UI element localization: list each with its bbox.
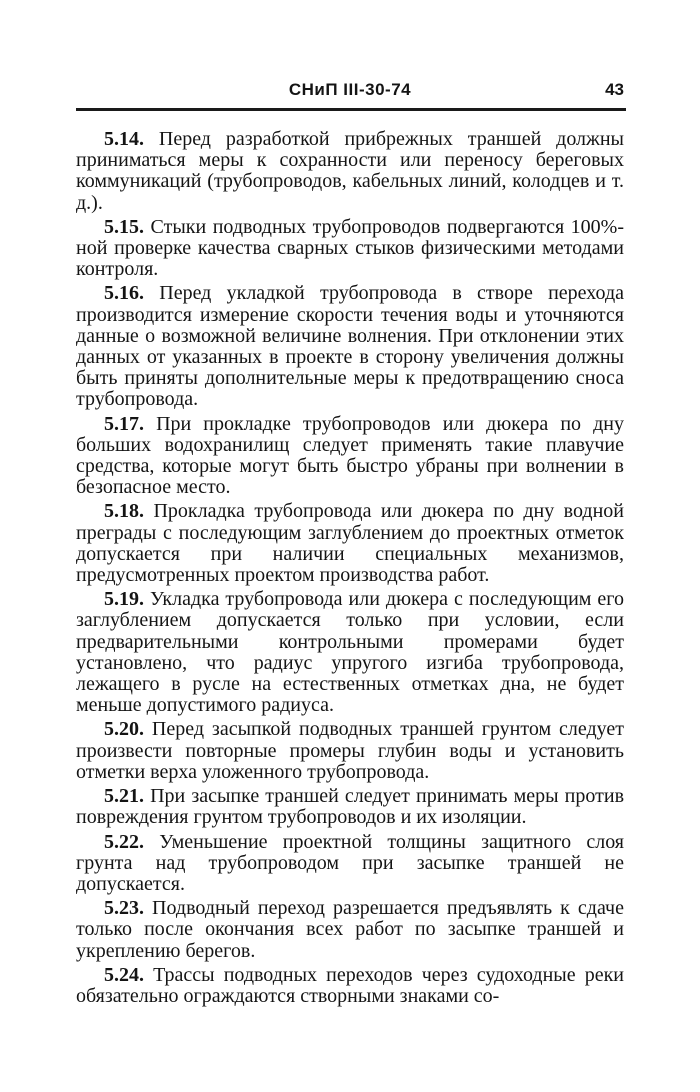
paragraph-5-19 bbox=[76, 589, 624, 716]
paragraph-number: 5.24. bbox=[104, 963, 144, 986]
paragraph-5-20 bbox=[76, 719, 624, 783]
paragraph-5-21 bbox=[76, 786, 624, 828]
paragraph-number: 5.15. bbox=[104, 215, 144, 238]
paragraph-text: Стыки подводных трубопроводов подвергаются 100%-ной проверке качества сварных стыков физическими методами контроля. bbox=[76, 215, 624, 281]
paragraph-text: Трассы подводных переходов через судоходные реки обязательно ограждаются створными знаками со- bbox=[76, 963, 624, 1007]
paragraph-text: Перед укладкой трубопровода в створе перехода производится измерение скорости течения воды и уточняются данные о возможной величине волнения. При отклонении этих данных от указанных в проекте в сторону увеличения должны быть приняты дополнительные меры к предотвращению сноса трубопровода. bbox=[76, 282, 624, 411]
paragraph-5-18 bbox=[76, 501, 624, 586]
paragraph-number: 5.14. bbox=[104, 128, 144, 150]
paragraph-number: 5.22. bbox=[104, 830, 144, 853]
paragraph-5-22 bbox=[76, 832, 624, 896]
paragraph-text: Укладка трубопровода или дюкера с последующим его заглублением допускается только при условии, если предварительными контрольными промерами будет установлено, что радиус упругого изгиба трубопровода, лежащего в русле на естественных отметках дна, не будет меньше допустимого радиуса. bbox=[76, 588, 625, 717]
paragraph-text: Уменьшение проектной толщины защитного слоя грунта над трубопроводом при засыпке траншей не допускается. bbox=[76, 830, 625, 895]
paragraph-text: Перед засыпкой подводных траншей грунтом следует произвести повторные промеры глубин воды и установить отметки верха уложенного трубопровода. bbox=[76, 718, 624, 783]
paragraph-5-15 bbox=[76, 217, 624, 281]
paragraph-5-14 bbox=[76, 129, 624, 214]
paragraph-5-24 bbox=[76, 965, 624, 1007]
paragraph-text: При прокладке трубопроводов или дюкера по дну больших водохранилищ следует применять такие плавучие средства, которые могут быть быстро убраны при волнении в безопасное место. bbox=[76, 412, 624, 499]
page-header bbox=[76, 80, 624, 104]
paragraph-number: 5.18. bbox=[104, 500, 144, 523]
paragraph-5-23 bbox=[76, 898, 624, 962]
paragraph-text: При засыпке траншей следует принимать меры против повреждения грунтом трубопроводов и их изоляции. bbox=[76, 785, 625, 829]
page-number: 43 bbox=[605, 80, 624, 99]
paragraph-number: 5.23. bbox=[104, 897, 144, 920]
running-title: СНиП III-30-74 bbox=[288, 80, 412, 99]
paragraph-text: Прокладка трубопровода или дюкера по дну водной преграды с последующим заглублением до проектных отметок допускается при наличии специальных механизмов, предусмотренных проектом производства работ. bbox=[76, 500, 624, 587]
paragraph-number: 5.16. bbox=[104, 282, 144, 305]
paragraph-number: 5.17. bbox=[104, 412, 144, 435]
body-text bbox=[76, 129, 624, 1010]
paragraph-number: 5.21. bbox=[104, 785, 144, 808]
paragraph-number: 5.20. bbox=[104, 718, 144, 741]
paragraph-5-16 bbox=[76, 283, 624, 410]
paragraph-5-17 bbox=[76, 414, 624, 499]
header-rule bbox=[76, 108, 626, 111]
paragraph-text: Подводный переход разрешается предъявлять к сдаче только после окончания всех работ по засыпке траншей и укреплению берегов. bbox=[76, 897, 624, 962]
paragraph-text: Перед разработкой прибрежных траншей должны приниматься меры к сохранности или переносу береговых коммуникаций (трубопроводов, кабельных линий, колодцев и т. д.). bbox=[76, 128, 624, 214]
paragraph-number: 5.19. bbox=[104, 588, 144, 611]
